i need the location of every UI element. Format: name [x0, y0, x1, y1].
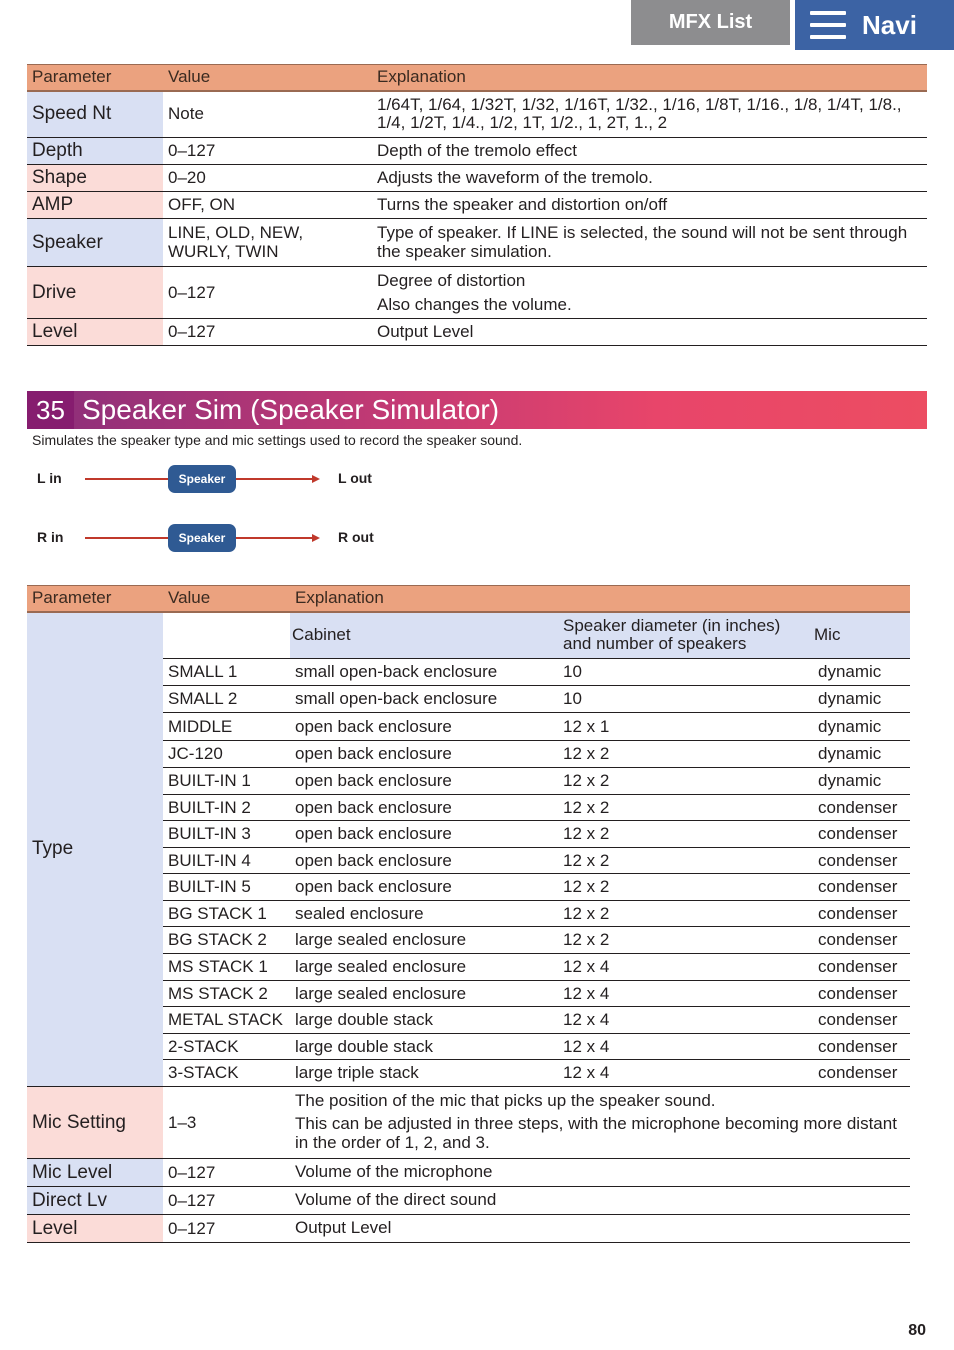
param-name: Shape	[27, 165, 163, 192]
table-row	[27, 1159, 910, 1187]
mic-type: condenser	[809, 954, 910, 981]
param-name: Depth	[27, 138, 163, 165]
cabinet: open back enclosure	[290, 741, 558, 768]
table-row	[27, 1215, 910, 1243]
param-value: 0–127	[163, 267, 372, 319]
explanation-line: Also changes the volume.	[377, 294, 572, 314]
cabinet: large double stack	[290, 1007, 558, 1034]
r-in-label: R in	[37, 529, 64, 545]
param-name: Mic Level	[27, 1159, 163, 1187]
table-row	[27, 138, 927, 165]
type-name: SMALL 2	[163, 686, 290, 713]
type-name: SMALL 1	[163, 659, 290, 686]
type-name: BUILT-IN 3	[163, 821, 290, 848]
param-value: OFF, ON	[163, 192, 372, 219]
speaker-sim-parameter-table	[27, 585, 910, 1243]
mic-type: dynamic	[809, 713, 910, 741]
speaker-block-left: Speaker	[168, 465, 236, 493]
speaker-diameter: 12 x 4	[558, 1007, 809, 1034]
cabinet: open back enclosure	[290, 874, 558, 901]
mic-type: condenser	[809, 1060, 910, 1087]
signal-line	[85, 537, 170, 539]
speaker-diameter: 12 x 2	[558, 874, 809, 901]
speaker-diameter: 12 x 2	[558, 768, 809, 795]
table-row	[27, 192, 927, 219]
arrow-right-icon	[312, 534, 320, 542]
mic-type: condenser	[809, 1007, 910, 1034]
navi-label: Navi	[862, 9, 917, 40]
param-name: Level	[27, 1215, 163, 1243]
signal-line	[85, 478, 170, 480]
explanation-line: This can be adjusted in three steps, with the microphone becoming more distant in the order of 1, 2, and 3.	[295, 1114, 897, 1152]
table-row	[27, 219, 927, 267]
header-parameter: Parameter	[27, 586, 163, 612]
param-name: Level	[27, 319, 163, 346]
mic-type: condenser	[809, 848, 910, 874]
section-title: Speaker Sim (Speaker Simulator)	[82, 394, 500, 425]
param-name: Direct Lv	[27, 1187, 163, 1215]
page-number: 80	[908, 1322, 926, 1339]
type-name: 3-STACK	[163, 1060, 290, 1087]
cabinet: small open-back enclosure	[290, 659, 558, 686]
param-explanation: Output Level	[372, 319, 927, 346]
explanation-line: Output Level	[295, 1218, 392, 1238]
param-value: Note	[163, 91, 372, 138]
speaker-diameter: 12 x 2	[558, 821, 809, 848]
speaker-diameter: 12 x 2	[558, 848, 809, 874]
header-parameter: Parameter	[27, 65, 163, 91]
header-value: Value	[163, 586, 290, 612]
param-explanation: Depth of the tremolo effect	[372, 138, 927, 165]
mic-type: dynamic	[809, 741, 910, 768]
table-row	[27, 267, 927, 319]
param-explanation: Turns the speaker and distortion on/off	[372, 192, 927, 219]
empty-cell	[163, 612, 290, 659]
type-name: BUILT-IN 4	[163, 848, 290, 874]
param-value: 0–127	[163, 138, 372, 165]
cabinet: open back enclosure	[290, 795, 558, 821]
param-name: AMP	[27, 192, 163, 219]
header-explanation: Explanation	[290, 586, 910, 612]
type-name: BUILT-IN 1	[163, 768, 290, 795]
speaker-diameter: 12 x 4	[558, 954, 809, 981]
speaker-diameter: 12 x 4	[558, 1034, 809, 1060]
type-name: 2-STACK	[163, 1034, 290, 1060]
section-number: 35	[27, 391, 74, 429]
type-name: JC-120	[163, 741, 290, 768]
table-row	[27, 165, 927, 192]
r-out-label: R out	[338, 529, 374, 545]
type-name: BG STACK 2	[163, 927, 290, 954]
navi-button[interactable]	[795, 0, 954, 50]
param-explanation: 1/64T, 1/64, 1/32T, 1/32, 1/16T, 1/32., 1/16, 1/8T, 1/16., 1/8, 1/4T, 1/8., 1/4, 1/2T, 1/4., 1/2, 1T, 1/2., 1, 2T, 1., 2	[372, 91, 927, 138]
cabinet: large sealed enclosure	[290, 927, 558, 954]
explanation-line: The position of the mic that picks up the speaker sound.	[295, 1091, 716, 1111]
type-name: MS STACK 1	[163, 954, 290, 981]
speaker-diameter: 12 x 2	[558, 927, 809, 954]
signal-line	[236, 478, 314, 480]
signal-line	[236, 537, 314, 539]
mic-type: dynamic	[809, 768, 910, 795]
param-name: Speed Nt	[27, 91, 163, 138]
section-title-bar	[27, 391, 927, 429]
table-row	[27, 1187, 910, 1215]
param-explanation	[372, 267, 927, 319]
cabinet: large double stack	[290, 1034, 558, 1060]
l-in-label: L in	[37, 470, 62, 486]
type-name: MS STACK 2	[163, 981, 290, 1007]
speaker-diameter: 12 x 2	[558, 901, 809, 927]
mfx-list-label: MFX List	[668, 11, 753, 33]
header-explanation: Explanation	[372, 65, 927, 91]
header-value: Value	[163, 65, 372, 91]
param-value: 1–3	[163, 1087, 290, 1159]
explanation-line: Degree of distortion	[377, 270, 526, 290]
mfx-list-button[interactable]	[631, 0, 790, 45]
arrow-right-icon	[312, 475, 320, 483]
type-name: BUILT-IN 5	[163, 874, 290, 901]
mic-type: condenser	[809, 901, 910, 927]
speaker-diameter: 10	[558, 659, 809, 686]
speaker-diameter: 12 x 4	[558, 1060, 809, 1087]
param-value: 0–127	[163, 319, 372, 346]
param-name: Drive	[27, 267, 163, 319]
mic-type: condenser	[809, 795, 910, 821]
cabinet: large triple stack	[290, 1060, 558, 1087]
speaker-diameter: 12 x 4	[558, 981, 809, 1007]
l-out-label: L out	[338, 470, 372, 486]
mic-type: condenser	[809, 874, 910, 901]
type-name: MIDDLE	[163, 713, 290, 741]
param-value: LINE, OLD, NEW, WURLY, TWIN	[163, 219, 372, 267]
param-value: 0–127	[163, 1187, 290, 1215]
mic-type: dynamic	[809, 659, 910, 686]
param-explanation	[290, 1087, 910, 1159]
speaker-diameter: 12 x 2	[558, 741, 809, 768]
table-header-row	[27, 65, 927, 91]
param-value: 0–127	[163, 1215, 290, 1243]
cabinet: open back enclosure	[290, 848, 558, 874]
speaker-diameter: 12 x 1	[558, 713, 809, 741]
param-name: Mic Setting	[27, 1087, 163, 1159]
cabinet: small open-back enclosure	[290, 686, 558, 713]
speaker-diameter: 10	[558, 686, 809, 713]
mic-type: condenser	[809, 981, 910, 1007]
param-explanation: Adjusts the waveform of the tremolo.	[372, 165, 927, 192]
type-name: BUILT-IN 2	[163, 795, 290, 821]
type-name: BG STACK 1	[163, 901, 290, 927]
mic-type: condenser	[809, 821, 910, 848]
param-name: Speaker	[27, 219, 163, 267]
mic-type: dynamic	[809, 686, 910, 713]
subheader-speaker-diameter: Speaker diameter (in inches) and number of speakers	[558, 612, 809, 659]
param-explanation: Type of speaker. If LINE is selected, the sound will not be sent through the speaker simulation.	[372, 219, 927, 267]
mic-type: condenser	[809, 927, 910, 954]
explanation-line: Volume of the direct sound	[295, 1190, 497, 1210]
table-row	[27, 1087, 910, 1159]
param-explanation	[290, 1159, 910, 1187]
speaker-diameter: 12 x 2	[558, 795, 809, 821]
param-explanation	[290, 1215, 910, 1243]
tremolo-parameter-table	[27, 64, 927, 346]
menu-icon	[810, 11, 846, 39]
cabinet: large sealed enclosure	[290, 954, 558, 981]
param-explanation	[290, 1187, 910, 1215]
table-row	[27, 319, 927, 346]
table-header-row	[27, 586, 910, 612]
type-subheader-row	[27, 612, 910, 659]
explanation-line: Volume of the microphone	[295, 1162, 493, 1182]
param-value: 0–20	[163, 165, 372, 192]
cabinet: sealed enclosure	[290, 901, 558, 927]
table-row	[27, 91, 927, 138]
cabinet: open back enclosure	[290, 821, 558, 848]
section-description: Simulates the speaker type and mic settings used to record the speaker sound.	[32, 432, 523, 448]
cabinet: open back enclosure	[290, 713, 558, 741]
subheader-mic: Mic	[809, 612, 910, 659]
cabinet: large sealed enclosure	[290, 981, 558, 1007]
param-value: 0–127	[163, 1159, 290, 1187]
subheader-cabinet: Cabinet	[290, 612, 558, 659]
param-name: Type	[27, 612, 163, 1087]
mic-type: condenser	[809, 1034, 910, 1060]
speaker-block-right: Speaker	[168, 524, 236, 552]
cabinet: open back enclosure	[290, 768, 558, 795]
type-name: METAL STACK	[163, 1007, 290, 1034]
